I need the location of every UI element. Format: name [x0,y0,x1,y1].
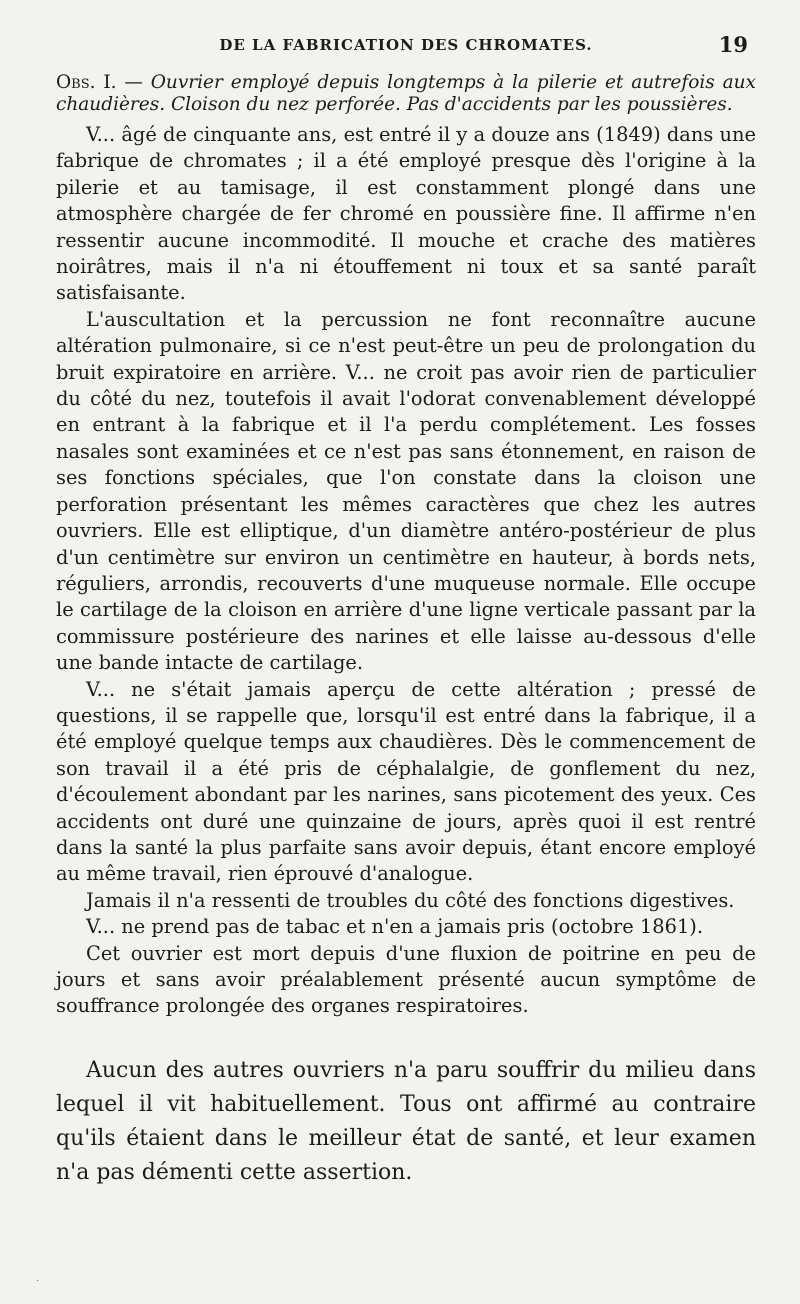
paragraph-recollection: V... ne s'était jamais aperçu de cette altération ; pressé de questions, il se rappelle que, lorsqu'il est entré dans la fabrique, il a été employé quelque temps aux chaudières. Dès le commencement de son travail il a été pris de céphalalgie, de gonflement du nez, d'écoulement abondant par les narines, sans picotement des yeux. Ces accidents ont duré une quinzaine de jours, après quoi il est rentré dans la santé la plus parfaite sans avoir depuis, étant encore employé au même travail, rien éprouvé d'analogue. [56,677,756,886]
paragraph-death: Cet ouvrier est mort depuis d'une fluxion de poitrine en peu de jours et sans avoir préalablement présenté aucun symptôme de souffrance prolongée des organes respiratoires. [56,941,756,1018]
paragraph-patient-history: V... âgé de cinquante ans, est entré il y a douze ans (1849) dans une fabrique de chromates ; il a été employé presque dès l'origine à la pilerie et au tamisage, il est constamment plongé dans une atmosphère chargée de fer chromé en poussière fine. Il affirme n'en ressentir aucune incommodité. Il mouche et crache des matières noirâtres, mais il n'a ni étouffement ni toux et sa santé paraît satisfaisante. [56,123,756,305]
running-title: DE LA FABRICATION DES CHROMATES. [219,36,593,54]
paragraph-tobacco: V... ne prend pas de tabac et n'en a jamais pris (octobre 1861). [86,915,704,939]
observation-title: Ouvrier employé depuis longtemps à la pilerie et autrefois aux chaudières. Cloison du nez perforée. Pas d'accidents par les poussières. [56,72,756,115]
observation-label: Obs. I. — [56,72,143,93]
observation-heading [56,72,756,116]
page-speck: · [36,1276,40,1287]
paragraph-digestive: Jamais il n'a ressenti de troubles du côté des fonctions digestives. [86,888,735,912]
paragraph-examination: L'auscultation et la percussion ne font reconnaître aucune altération pulmonaire, si ce n'est peut-être un peu de prolongation du bruit expiratoire en arrière. V... ne croit pas avoir rien de particulier du côté du nez, toutefois il avait l'odorat convenablement développé en entrant à la fabrique et il l'a perdu complétement. Les fosses nasales sont examinées et ce n'est pas sans étonnement, en raison de ses fonctions spéciales, que l'on constate dans la cloison une perforation présentant les mêmes caractères que chez les autres ouvriers. Elle est elliptique, d'un diamètre antéro-postérieur de plus d'un centimètre sur environ un centimètre en hauteur, à bords nets, réguliers, arrondis, recouverts d'une muqueuse normale. Elle occupe le cartilage de la cloison en arrière d'une ligne verticale passant par la commissure postérieure des narines et elle laisse au-dessous d'elle une bande intacte de cartilage. [56,307,756,675]
page-number: 19 [718,32,748,57]
paragraph-conclusion: Aucun des autres ouvriers n'a paru souffrir du milieu dans lequel il vit habituellement. Tous ont affirmé au contraire qu'ils étaient dans le meilleur état de santé, et leur examen n'a pas démenti cette assertion. [56,1057,756,1185]
page-header [56,28,756,68]
